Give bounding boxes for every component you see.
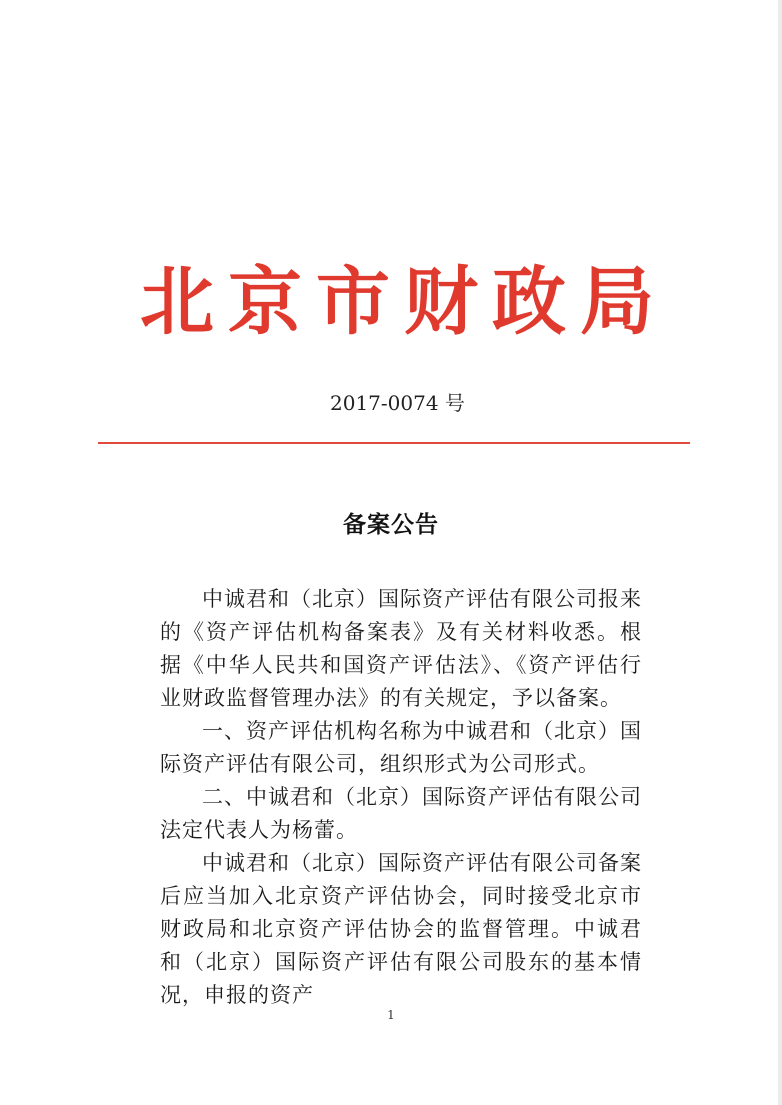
header-divider [98,442,690,444]
page-edge [778,0,782,1105]
document-number: 2017-0074 号 [330,391,465,415]
body-paragraph: 二、中诚君和（北京）国际资产评估有限公司法定代表人为杨蕾。 [160,785,642,842]
issuer-title: 北京市财政局 [140,259,668,345]
body-paragraph: 中诚君和（北京）国际资产评估有限公司报来的《资产评估机构备案表》及有关材料收悉。根据《中华人民共和国资产评估法》、《资产评估行业财政监督管理办法》的有关规定，予以备案。 [160,587,642,710]
notice-body [160,583,642,1012]
page-number: 1 [387,1008,395,1022]
notice-title: 备案公告 [343,511,439,538]
body-paragraph: 一、资产评估机构名称为中诚君和（北京）国际资产评估有限公司，组织形式为公司形式。 [160,719,642,776]
body-paragraph: 中诚君和（北京）国际资产评估有限公司备案后应当加入北京资产评估协会，同时接受北京市财政局和北京资产评估协会的监督管理。中诚君和（北京）国际资产评估有限公司股东的基本情况，申报的资产 [160,851,642,1007]
